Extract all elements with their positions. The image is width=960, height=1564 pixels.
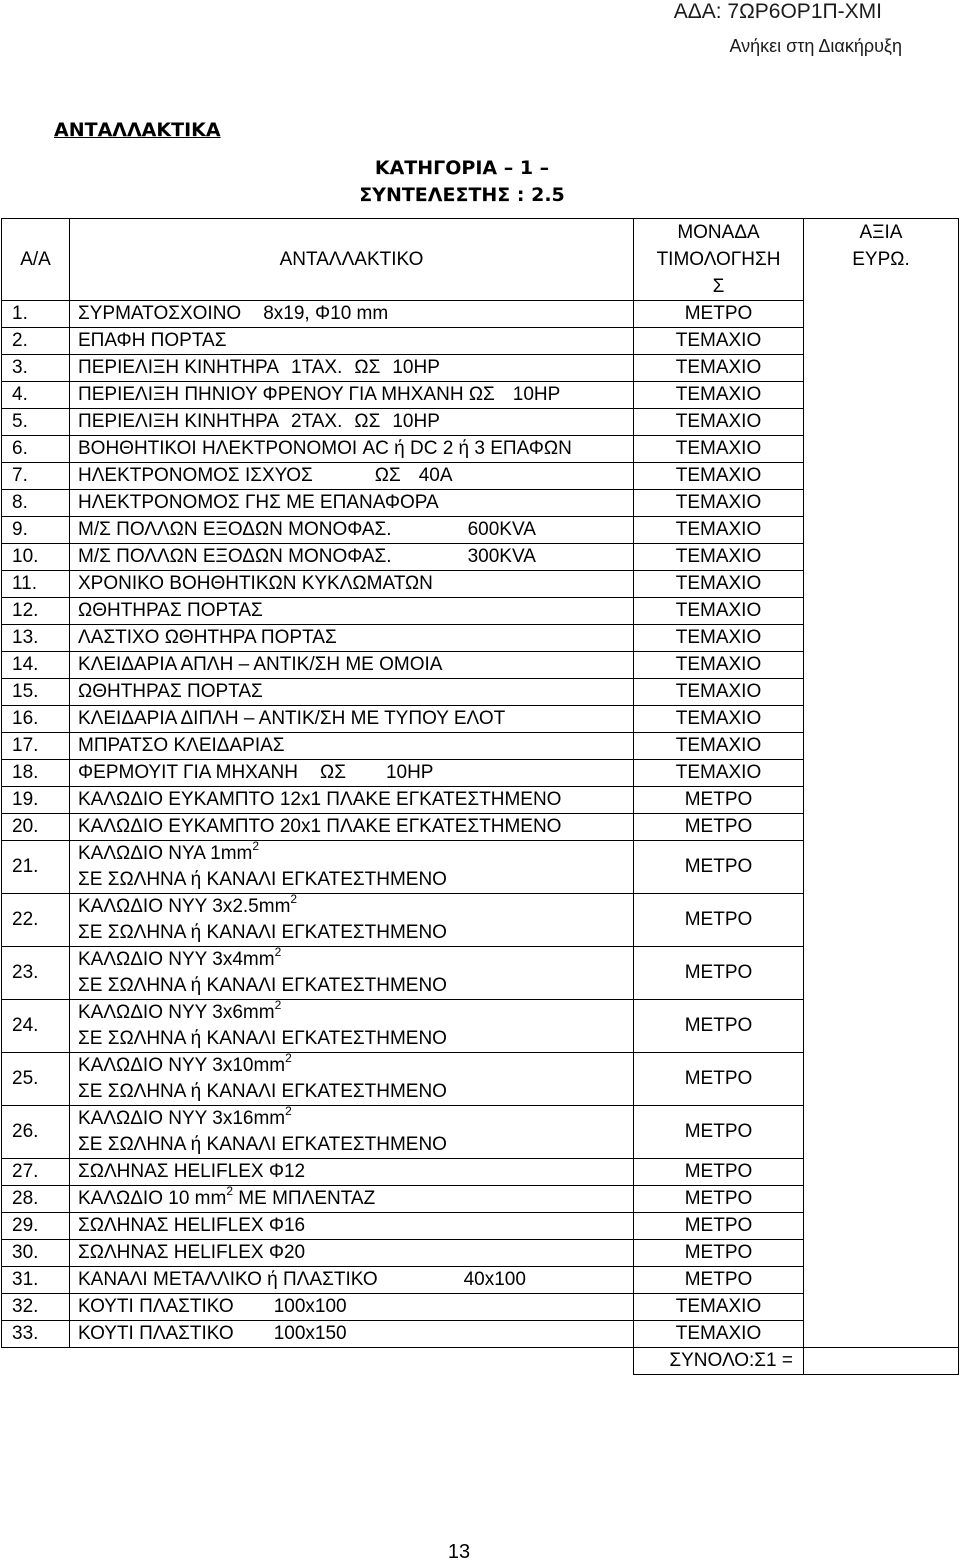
description-part: ΠΕΡΙΕΛΙΞΗ ΚΙΝΗΤΗΡΑ	[78, 357, 279, 378]
item-number: 15.	[2, 679, 70, 706]
description-text: ΚΑΛΩΔΙΟ 10 mm	[78, 1188, 227, 1209]
superscript: 2	[290, 893, 298, 906]
item-value	[804, 328, 959, 355]
item-value	[804, 1267, 959, 1294]
item-value	[804, 1053, 959, 1106]
item-description	[70, 733, 634, 760]
description-part: 100x150	[273, 1323, 347, 1344]
item-unit: ΜΕΤΡΟ	[634, 1159, 804, 1186]
table-row	[2, 814, 959, 841]
item-value	[804, 1000, 959, 1053]
item-number: 7.	[2, 463, 70, 490]
item-number: 27.	[2, 1159, 70, 1186]
item-unit: ΤΕΜΑΧΙΟ	[634, 571, 804, 598]
description-part: ΚΛΕΙΔΑΡΙΑ ΑΠΛΗ – ΑΝΤΙΚ/ΣΗ ΜΕ ΟΜΟΙΑ	[78, 654, 443, 675]
item-number: 4.	[2, 382, 70, 409]
description-part: ΣΩΛΗΝΑΣ HELIFLEX Φ16	[78, 1215, 306, 1236]
item-value	[804, 1321, 959, 1348]
description-part: ΒΟΗΘΗΤΙΚΟΙ ΗΛΕΚΤΡΟΝΟΜΟΙ AC ή DC 2 ή 3 ΕΠΑΦΩΝ	[78, 438, 572, 459]
item-unit: ΤΕΜΑΧΙΟ	[634, 382, 804, 409]
description-part: ΚΟΥΤΙ ΠΛΑΣΤΙΚΟ	[78, 1323, 234, 1344]
description-part: ΠΕΡΙΕΛΙΞΗ ΚΙΝΗΤΗΡΑ	[78, 411, 279, 432]
item-value	[804, 355, 959, 382]
table-row	[2, 1321, 959, 1348]
description-part: ΩΣ	[319, 762, 346, 783]
item-number: 26.	[2, 1106, 70, 1159]
table-row	[2, 947, 959, 1000]
item-value	[804, 382, 959, 409]
total-blank	[2, 1348, 634, 1375]
header-unit-line1: ΜΟΝΑΔΑ	[677, 222, 760, 243]
item-value	[804, 947, 959, 1000]
item-number: 22.	[2, 894, 70, 947]
item-value	[804, 625, 959, 652]
item-value	[804, 490, 959, 517]
item-unit: ΤΕΜΑΧΙΟ	[634, 760, 804, 787]
item-unit: ΤΕΜΑΧΙΟ	[634, 733, 804, 760]
item-unit: ΜΕΤΡΟ	[634, 301, 804, 328]
description-line2: ΣΕ ΣΩΛΗΝΑ ή ΚΑΝΑΛΙ ΕΓΚΑΤΕΣΤΗΜΕΝΟ	[78, 869, 447, 890]
item-description	[70, 571, 634, 598]
page-number: 13	[447, 1541, 471, 1563]
item-number: 1.	[2, 301, 70, 328]
category-label: ΚΑΤΗΓΟΡΙΑ – 1 –	[374, 157, 550, 179]
item-description	[70, 1053, 634, 1106]
description-part: ΛΑΣΤΙΧΟ ΩΘΗΤΗΡΑ ΠΟΡΤΑΣ	[78, 627, 337, 648]
item-value	[804, 760, 959, 787]
item-number: 18.	[2, 760, 70, 787]
item-unit: ΤΕΜΑΧΙΟ	[634, 1321, 804, 1348]
table-row	[2, 1213, 959, 1240]
table-row	[2, 733, 959, 760]
item-value	[804, 814, 959, 841]
description-part: ΩΣ	[374, 465, 401, 486]
item-value	[804, 409, 959, 436]
table-row	[2, 679, 959, 706]
description-part: ΠΕΡΙΕΛΙΞΗ ΠΗΝΙΟΥ ΦΡΕΝΟΥ ΓΙΑ ΜΗΧΑΝΗ ΩΣ	[78, 384, 495, 405]
item-number: 28.	[2, 1186, 70, 1213]
superscript: 2	[252, 840, 260, 853]
description-part: ΚΑΝΑΛΙ ΜΕΤΑΛΛΙΚΟ ή ΠΛΑΣΤΙΚΟ	[78, 1269, 378, 1290]
description-part: 600KVA	[467, 519, 536, 540]
table-row	[2, 517, 959, 544]
description-part: ΣΥΡΜΑΤΟΣΧΟΙΝΟ	[78, 303, 242, 324]
description-line1	[78, 1000, 633, 1026]
description-part: 40A	[418, 465, 453, 486]
table-row	[2, 1106, 959, 1159]
item-description	[70, 894, 634, 947]
table-header-row	[2, 219, 959, 301]
description-text-after: ΜΕ ΜΠΛΕΝΤΑΖ	[233, 1188, 376, 1209]
item-number: 19.	[2, 787, 70, 814]
table-row	[2, 436, 959, 463]
header-unit-line2: ΤΙΜΟΛΟΓΗΣΗ	[656, 249, 781, 270]
item-description	[70, 679, 634, 706]
item-description	[70, 382, 634, 409]
item-description	[70, 947, 634, 1000]
item-value	[804, 571, 959, 598]
item-number: 9.	[2, 517, 70, 544]
superscript: 2	[274, 999, 282, 1012]
description-text: ΚΑΛΩΔΙΟ ΝΥΥ 3x10mm	[78, 1055, 286, 1076]
item-value	[804, 598, 959, 625]
item-description	[70, 544, 634, 571]
description-line1	[78, 894, 633, 920]
table-row	[2, 301, 959, 328]
item-description	[70, 490, 634, 517]
item-description	[70, 787, 634, 814]
header-value-line1: ΑΞΙΑ	[859, 222, 903, 243]
table-row	[2, 706, 959, 733]
item-value	[804, 1294, 959, 1321]
description-part: ΩΘΗΤΗΡΑΣ ΠΟΡΤΑΣ	[78, 600, 263, 621]
item-value	[804, 894, 959, 947]
table-row	[2, 1267, 959, 1294]
description-part: ΩΣ	[354, 411, 381, 432]
item-description	[70, 1186, 634, 1213]
item-unit: ΤΕΜΑΧΙΟ	[634, 436, 804, 463]
description-line1	[78, 1053, 633, 1079]
total-label: ΣΥΝΟΛΟ:Σ1 =	[634, 1348, 804, 1375]
table-row	[2, 787, 959, 814]
description-part: ΚΛΕΙΔΑΡΙΑ ΔΙΠΛΗ – ΑΝΤΙΚ/ΣΗ ΜΕ ΤΥΠΟΥ ΕΛΟΤ	[78, 708, 506, 729]
description-text: ΚΑΛΩΔΙΟ ΝΥΥ 3x16mm	[78, 1108, 286, 1129]
description-line2: ΣΕ ΣΩΛΗΝΑ ή ΚΑΝΑΛΙ ΕΓΚΑΤΕΣΤΗΜΕΝΟ	[78, 1028, 447, 1049]
item-description	[70, 1240, 634, 1267]
item-value	[804, 301, 959, 328]
item-number: 11.	[2, 571, 70, 598]
ada-code: ΑΔΑ: 7ΩΡ6ΟΡ1Π-ΧΜΙ	[673, 0, 882, 23]
item-number: 29.	[2, 1213, 70, 1240]
item-unit: ΤΕΜΑΧΙΟ	[634, 490, 804, 517]
item-unit: ΜΕΤΡΟ	[634, 1000, 804, 1053]
item-number: 20.	[2, 814, 70, 841]
description-line1	[78, 841, 633, 867]
item-description	[70, 436, 634, 463]
item-number: 3.	[2, 355, 70, 382]
table-row	[2, 894, 959, 947]
item-number: 13.	[2, 625, 70, 652]
item-unit: ΤΕΜΑΧΙΟ	[634, 463, 804, 490]
item-value	[804, 1186, 959, 1213]
item-description	[70, 1321, 634, 1348]
item-description	[70, 760, 634, 787]
header-aa: Α/Α	[2, 219, 70, 301]
header-value-line2: ΕΥΡΩ.	[852, 249, 910, 270]
table-row	[2, 355, 959, 382]
item-number: 10.	[2, 544, 70, 571]
item-unit: ΜΕΤΡΟ	[634, 1267, 804, 1294]
description-line1	[78, 1106, 633, 1132]
item-value	[804, 652, 959, 679]
item-description	[70, 598, 634, 625]
superscript: 2	[285, 1105, 292, 1118]
item-number: 2.	[2, 328, 70, 355]
item-unit: ΤΕΜΑΧΙΟ	[634, 328, 804, 355]
table-row	[2, 1000, 959, 1053]
item-unit: ΤΕΜΑΧΙΟ	[634, 517, 804, 544]
header-value	[804, 219, 959, 301]
item-description	[70, 625, 634, 652]
item-unit: ΜΕΤΡΟ	[634, 947, 804, 1000]
item-value	[804, 1213, 959, 1240]
item-number: 5.	[2, 409, 70, 436]
item-unit: ΜΕΤΡΟ	[634, 1213, 804, 1240]
description-part: ΚΑΛΩΔΙΟ ΕΥΚΑΜΠΤΟ 20x1 ΠΛΑΚΕ ΕΓΚΑΤΕΣΤΗΜΕΝΟ	[78, 816, 562, 837]
table-row	[2, 382, 959, 409]
item-value	[804, 544, 959, 571]
item-value	[804, 436, 959, 463]
description-line2: ΣΕ ΣΩΛΗΝΑ ή ΚΑΝΑΛΙ ΕΓΚΑΤΕΣΤΗΜΕΝΟ	[78, 975, 447, 996]
item-unit: ΤΕΜΑΧΙΟ	[634, 652, 804, 679]
header-unit-line3: Σ	[712, 276, 725, 297]
item-number: 23.	[2, 947, 70, 1000]
table-row	[2, 571, 959, 598]
item-unit: ΤΕΜΑΧΙΟ	[634, 355, 804, 382]
item-description	[70, 814, 634, 841]
item-unit: ΜΕΤΡΟ	[634, 1240, 804, 1267]
item-value	[804, 1240, 959, 1267]
item-unit: ΤΕΜΑΧΙΟ	[634, 544, 804, 571]
table-row	[2, 490, 959, 517]
item-value	[804, 463, 959, 490]
description-part: 100x100	[273, 1296, 347, 1317]
description-part: ΦΕΡΜΟΥΙΤ ΓΙΑ ΜΗΧΑΝΗ	[78, 762, 298, 783]
item-value	[804, 733, 959, 760]
item-unit: ΜΕΤΡΟ	[634, 1186, 804, 1213]
item-number: 24.	[2, 1000, 70, 1053]
description-part: ΚΑΛΩΔΙΟ ΕΥΚΑΜΠΤΟ 12x1 ΠΛΑΚΕ ΕΓΚΑΤΕΣΤΗΜΕΝΟ	[78, 789, 562, 810]
item-value	[804, 1159, 959, 1186]
item-unit: ΜΕΤΡΟ	[634, 894, 804, 947]
item-unit: ΤΕΜΑΧΙΟ	[634, 598, 804, 625]
description-line1	[78, 947, 633, 973]
item-description	[70, 355, 634, 382]
document-title: ΑΝΤΑΛΛΑΚΤΙΚΑ	[54, 119, 221, 141]
item-value	[804, 679, 959, 706]
item-number: 16.	[2, 706, 70, 733]
table-row	[2, 652, 959, 679]
description-part: 10HP	[512, 384, 561, 405]
item-number: 14.	[2, 652, 70, 679]
table-row	[2, 544, 959, 571]
description-line2: ΣΕ ΣΩΛΗΝΑ ή ΚΑΝΑΛΙ ΕΓΚΑΤΕΣΤΗΜΕΝΟ	[78, 1081, 447, 1102]
item-description	[70, 706, 634, 733]
description-part: 10HP	[385, 762, 434, 783]
item-number: 8.	[2, 490, 70, 517]
description-part: 2ΤΑΧ.	[291, 411, 343, 432]
superscript: 2	[285, 1052, 292, 1065]
header-item: ΑΝΤΑΛΛΑΚΤΙΚΟ	[70, 219, 634, 301]
item-description	[70, 301, 634, 328]
item-description	[70, 463, 634, 490]
item-unit: ΤΕΜΑΧΙΟ	[634, 706, 804, 733]
table-row	[2, 1053, 959, 1106]
description-part: 1ΤΑΧ.	[291, 357, 343, 378]
item-description	[70, 1159, 634, 1186]
table-row	[2, 625, 959, 652]
description-part: ΜΠΡΑΤΣΟ ΚΛΕΙΔΑΡΙΑΣ	[78, 735, 285, 756]
item-description	[70, 652, 634, 679]
item-value	[804, 706, 959, 733]
item-unit: ΤΕΜΑΧΙΟ	[634, 409, 804, 436]
item-description	[70, 1106, 634, 1159]
spare-parts-table	[1, 218, 959, 1375]
item-unit: ΤΕΜΑΧΙΟ	[634, 1294, 804, 1321]
table-row	[2, 463, 959, 490]
item-description	[70, 841, 634, 894]
description-part: ΩΘΗΤΗΡΑΣ ΠΟΡΤΑΣ	[78, 681, 263, 702]
item-number: 6.	[2, 436, 70, 463]
item-value	[804, 1106, 959, 1159]
item-description	[70, 517, 634, 544]
description-part: ΩΣ	[354, 357, 381, 378]
item-description	[70, 1213, 634, 1240]
item-value	[804, 787, 959, 814]
description-part: 10HP	[392, 411, 440, 432]
item-number: 25.	[2, 1053, 70, 1106]
description-text: ΚΑΛΩΔΙΟ ΝΥΥ 3x6mm	[78, 1002, 275, 1023]
item-number: 12.	[2, 598, 70, 625]
description-part: ΗΛΕΚΤΡΟΝΟΜΟΣ ΓΗΣ ΜΕ ΕΠΑΝΑΦΟΡΑ	[78, 492, 439, 513]
item-unit: ΜΕΤΡΟ	[634, 814, 804, 841]
table-row	[2, 328, 959, 355]
superscript: 2	[226, 1185, 234, 1198]
total-row	[2, 1348, 959, 1375]
table-row	[2, 409, 959, 436]
description-part: 40x100	[463, 1269, 526, 1290]
description-part: Μ/Σ ΠΟΛΛΩΝ ΕΞΟΔΩΝ ΜΟΝΟΦΑΣ.	[78, 546, 392, 567]
item-description	[70, 1294, 634, 1321]
description-part: ΕΠΑΦΗ ΠΟΡΤΑΣ	[78, 330, 227, 351]
header-unit	[634, 219, 804, 301]
description-text: ΚΑΛΩΔΙΟ ΝΥΑ 1mm	[78, 843, 253, 864]
item-number: 31.	[2, 1267, 70, 1294]
description-line2: ΣΕ ΣΩΛΗΝΑ ή ΚΑΝΑΛΙ ΕΓΚΑΤΕΣΤΗΜΕΝΟ	[78, 1134, 447, 1155]
item-number: 33.	[2, 1321, 70, 1348]
description-part: ΗΛΕΚΤΡΟΝΟΜΟΣ ΙΣΧΥΟΣ	[78, 465, 313, 486]
item-description	[70, 328, 634, 355]
description-part: ΣΩΛΗΝΑΣ HELIFLEX Φ12	[78, 1161, 306, 1182]
item-unit: ΜΕΤΡΟ	[634, 841, 804, 894]
item-unit: ΤΕΜΑΧΙΟ	[634, 679, 804, 706]
table-row	[2, 1240, 959, 1267]
item-description	[70, 1267, 634, 1294]
total-value	[804, 1348, 959, 1375]
item-number: 21.	[2, 841, 70, 894]
table-row	[2, 841, 959, 894]
description-part: Μ/Σ ΠΟΛΛΩΝ ΕΞΟΔΩΝ ΜΟΝΟΦΑΣ.	[78, 519, 392, 540]
item-number: 32.	[2, 1294, 70, 1321]
item-description	[70, 1000, 634, 1053]
description-line1	[78, 1186, 633, 1212]
superscript: 2	[274, 946, 282, 959]
item-value	[804, 517, 959, 544]
description-text: ΚΑΛΩΔΙΟ ΝΥΥ 3x2.5mm	[78, 896, 291, 917]
table-row	[2, 1159, 959, 1186]
table-row	[2, 1294, 959, 1321]
table-row	[2, 598, 959, 625]
item-unit: ΜΕΤΡΟ	[634, 1106, 804, 1159]
item-unit: ΜΕΤΡΟ	[634, 787, 804, 814]
coefficient-label: ΣΥΝΤΕΛΕΣΤΗΣ : 2.5	[359, 184, 565, 206]
item-description	[70, 409, 634, 436]
description-line2: ΣΕ ΣΩΛΗΝΑ ή ΚΑΝΑΛΙ ΕΓΚΑΤΕΣΤΗΜΕΝΟ	[78, 922, 447, 943]
item-number: 30.	[2, 1240, 70, 1267]
item-number: 17.	[2, 733, 70, 760]
description-part: 10HP	[392, 357, 440, 378]
table-row	[2, 1186, 959, 1213]
item-value	[804, 841, 959, 894]
description-part: 8x19, Φ10 mm	[263, 303, 389, 324]
item-unit: ΤΕΜΑΧΙΟ	[634, 625, 804, 652]
description-text: ΚΑΛΩΔΙΟ ΝΥΥ 3x4mm	[78, 949, 275, 970]
description-part: ΚΟΥΤΙ ΠΛΑΣΤΙΚΟ	[78, 1296, 234, 1317]
belongs-to-label: Ανήκει στη Διακήρυξη	[729, 36, 902, 56]
description-part: ΣΩΛΗΝΑΣ HELIFLEX Φ20	[78, 1242, 306, 1263]
item-unit: ΜΕΤΡΟ	[634, 1053, 804, 1106]
description-part: ΧΡΟΝΙΚΟ ΒΟΗΘΗΤΙΚΩΝ ΚΥΚΛΩΜΑΤΩΝ	[78, 573, 433, 594]
table-row	[2, 760, 959, 787]
description-part: 300KVA	[467, 546, 536, 567]
